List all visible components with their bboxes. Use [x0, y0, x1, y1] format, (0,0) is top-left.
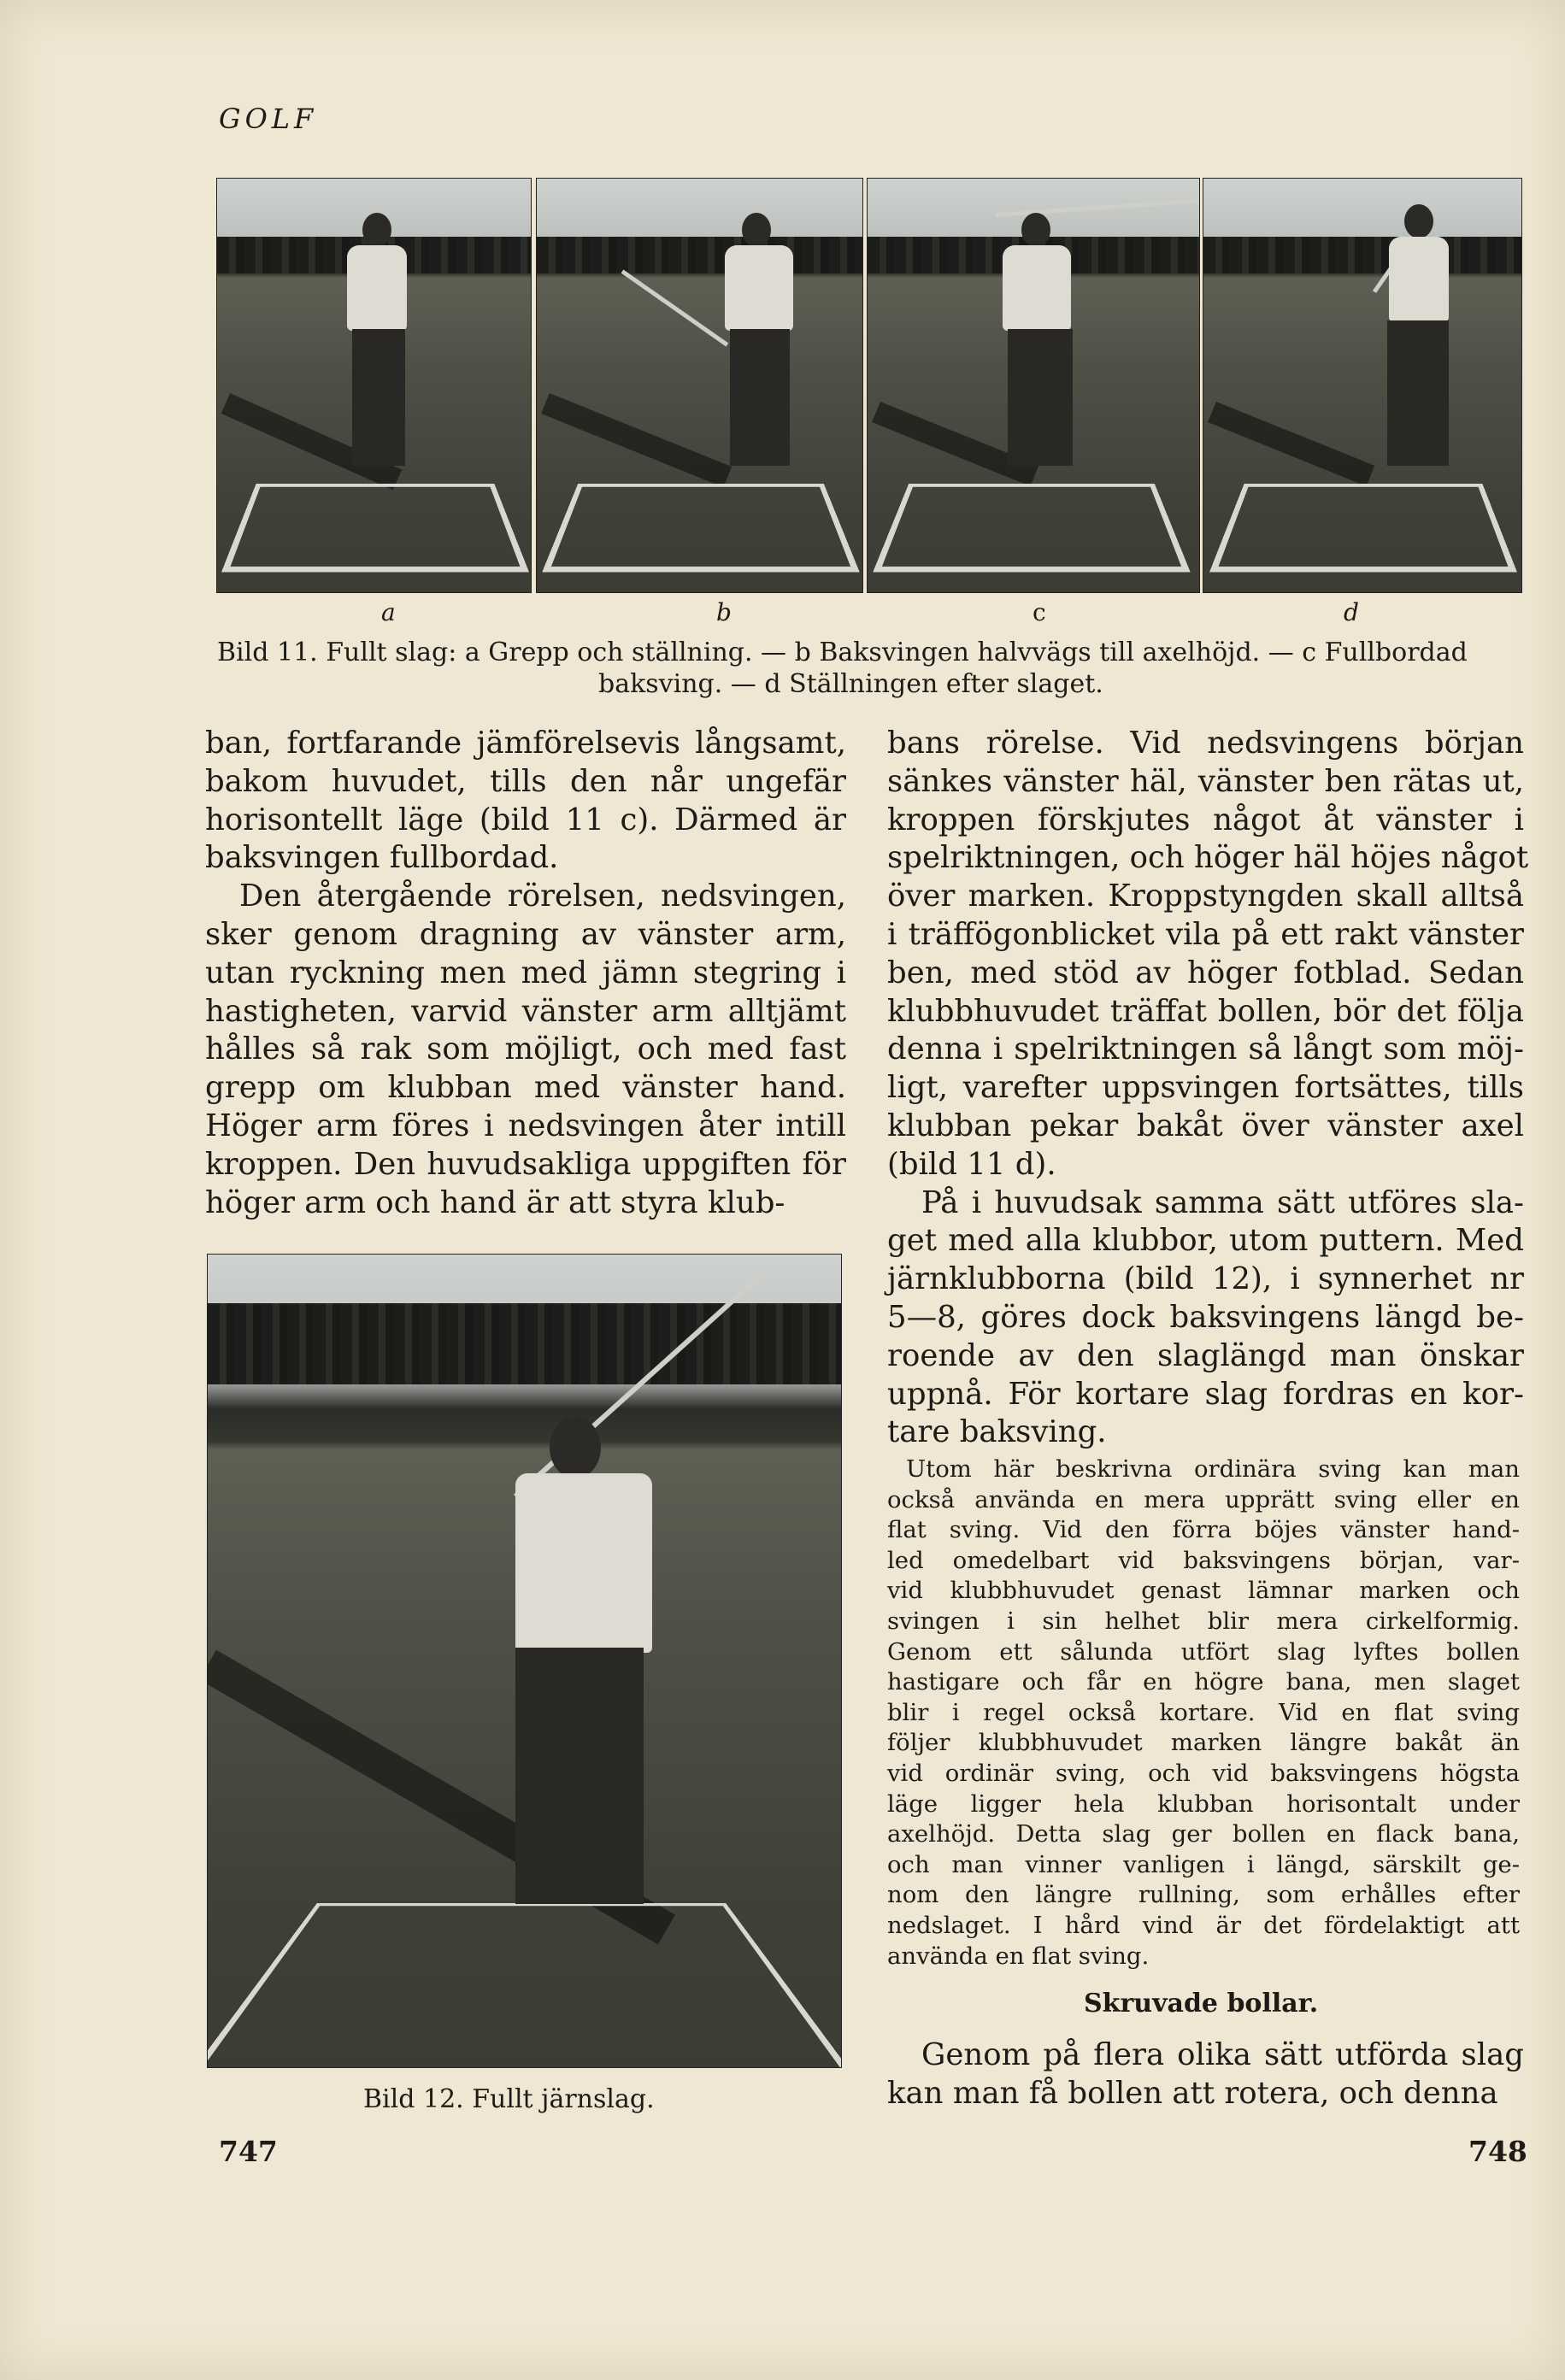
text-line: Genom på flera olika sätt utförda slag [921, 2037, 1524, 2072]
text-line: hålles så rak som möjligt, och med fast [205, 1031, 846, 1067]
text-line: följer klubbhuvudet marken längre bakåt än [887, 1729, 1520, 1757]
figure-11-caption-line1: Bild 11. Fullt slag: a Grepp och ställning. — b Baksvingen halvvägs till axelhöjd. — c Fullbordad [217, 638, 1468, 667]
text-line: flat sving. Vid den förra böjes vänster hand- [887, 1516, 1520, 1544]
text-line: använda en flat sving. [887, 1942, 1150, 1970]
right-column-text [887, 725, 1529, 1452]
text-line: tare baksving. [887, 1414, 1107, 1450]
text-line: 5—8, göres dock baksvingens längd be- [887, 1299, 1524, 1335]
text-line: i träffögonblicket vila på ett rakt vänster [887, 916, 1524, 952]
text-line: baksvingen fullbordad. [205, 840, 559, 876]
text-line: Utom här beskrivna ordinära sving kan man [906, 1455, 1520, 1483]
text-line: roende av den slaglängd man önskar [887, 1337, 1524, 1373]
figure-11-photo-c [867, 178, 1200, 593]
figure-11-label-b: b [716, 598, 732, 626]
text-line: utan ryckning men med jämn stegring i [205, 955, 846, 990]
text-line: klubbhuvudet träffat bollen, bör det följa [887, 993, 1524, 1029]
text-line: På i huvudsak samma sätt utföres sla- [921, 1184, 1524, 1220]
section-heading: Skruvade bollar. [1084, 1989, 1319, 2019]
text-line: ligt, varefter uppsvingen fortsättes, tills [887, 1070, 1524, 1106]
text-line: höger arm och hand är att styra klub- [205, 1184, 785, 1220]
text-line: klubban pekar bakåt över vänster axel [887, 1108, 1524, 1143]
text-line: get med alla klubbor, utom puttern. Med [887, 1223, 1524, 1259]
text-line: Genom ett sålunda utfört slag lyftes bollen [887, 1637, 1520, 1666]
figure-11-label-d: d [1344, 598, 1359, 626]
right-p2 [887, 1184, 1524, 1453]
text-line: sker genom dragning av vänster arm, [205, 916, 846, 952]
text-line: nedslaget. I hård vind är det fördelaktigt att [887, 1911, 1520, 1939]
figure-11-label-a: a [381, 598, 396, 626]
text-line: spelriktningen, och höger häl höjes något [887, 840, 1529, 876]
right-p1 [887, 725, 1529, 1184]
text-line: sänkes vänster häl, vänster ben rätas ut, [887, 763, 1524, 799]
text-line: järnklubborna (bild 12), i synnerhet nr [887, 1261, 1524, 1297]
figure-11-photo-d [1203, 178, 1522, 593]
text-line: bans rörelse. Vid nedsvingens början [887, 726, 1524, 761]
figure-12-caption: Bild 12. Fullt järnslag. [363, 2084, 655, 2114]
text-line: denna i spelriktningen så långt som möj- [887, 1031, 1524, 1067]
page-number-right: 748 [1468, 2135, 1527, 2168]
text-line: (bild 11 d). [887, 1146, 1056, 1182]
page-number-left: 747 [219, 2135, 278, 2168]
left-column-text [205, 725, 846, 1222]
text-line: svingen i sin helhet blir mera cirkelformig. [887, 1607, 1520, 1635]
text-line: hastigheten, varvid vänster arm alltjämt [205, 993, 846, 1029]
text-line: vid klubbhuvudet genast lämnar marken och [887, 1577, 1520, 1605]
left-p1 [205, 725, 846, 878]
figure-11-caption-line2: baksving. — d Ställningen efter slaget. [598, 669, 1103, 699]
text-line: kroppen. Den huvudsakliga uppgiften för [205, 1146, 846, 1182]
text-line: också använda en mera upprätt sving eller en [887, 1485, 1520, 1513]
text-line: vid ordinär sving, och vid baksvingens högsta [887, 1759, 1520, 1787]
running-head: GOLF [219, 103, 318, 135]
text-line: Höger arm föres i nedsvingen åter intill [205, 1108, 846, 1143]
text-line: blir i regel också kortare. Vid en flat sving [887, 1698, 1520, 1726]
text-line: kroppen förskjutes något åt vänster i [887, 802, 1524, 837]
text-line: Den återgående rörelsen, nedsvingen, [239, 879, 846, 914]
text-line: grepp om klubban med vänster hand. [205, 1070, 846, 1106]
text-line: horisontellt läge (bild 11 c). Därmed är [205, 802, 846, 837]
text-line: kan man få bollen att rotera, och denna [887, 2075, 1498, 2111]
text-line: axelhöjd. Detta slag ger bollen en flack bana, [887, 1820, 1520, 1848]
text-line: ben, med stöd av höger fotblad. Sedan [887, 955, 1524, 990]
text-line: nom den längre rullning, som erhålles efter [887, 1881, 1520, 1909]
small-print-paragraph [887, 1454, 1520, 1972]
text-line: och man vinner vanligen i längd, särskilt ge- [887, 1850, 1520, 1878]
figure-11-photo-b [536, 178, 863, 593]
text-line: ban, fortfarande jämförelsevis långsamt, [205, 726, 846, 761]
figure-11-photo-a [216, 178, 532, 593]
text-line: uppnå. För kortare slag fordras en kor- [887, 1376, 1524, 1412]
figure-12-photo [207, 1254, 842, 2068]
text-line: bakom huvudet, tills den når ungefär [205, 763, 846, 799]
text-line: led omedelbart vid baksvingens början, var- [887, 1546, 1520, 1574]
text-line: hastigare och får en högre bana, men slaget [887, 1668, 1520, 1696]
right-p3 [887, 2036, 1524, 2113]
text-line: över marken. Kroppstyngden skall alltså [887, 879, 1524, 914]
figure-11-label-c: c [1033, 598, 1046, 626]
text-line: läge ligger hela klubban horisontalt under [887, 1789, 1520, 1818]
left-p2 [205, 878, 846, 1222]
